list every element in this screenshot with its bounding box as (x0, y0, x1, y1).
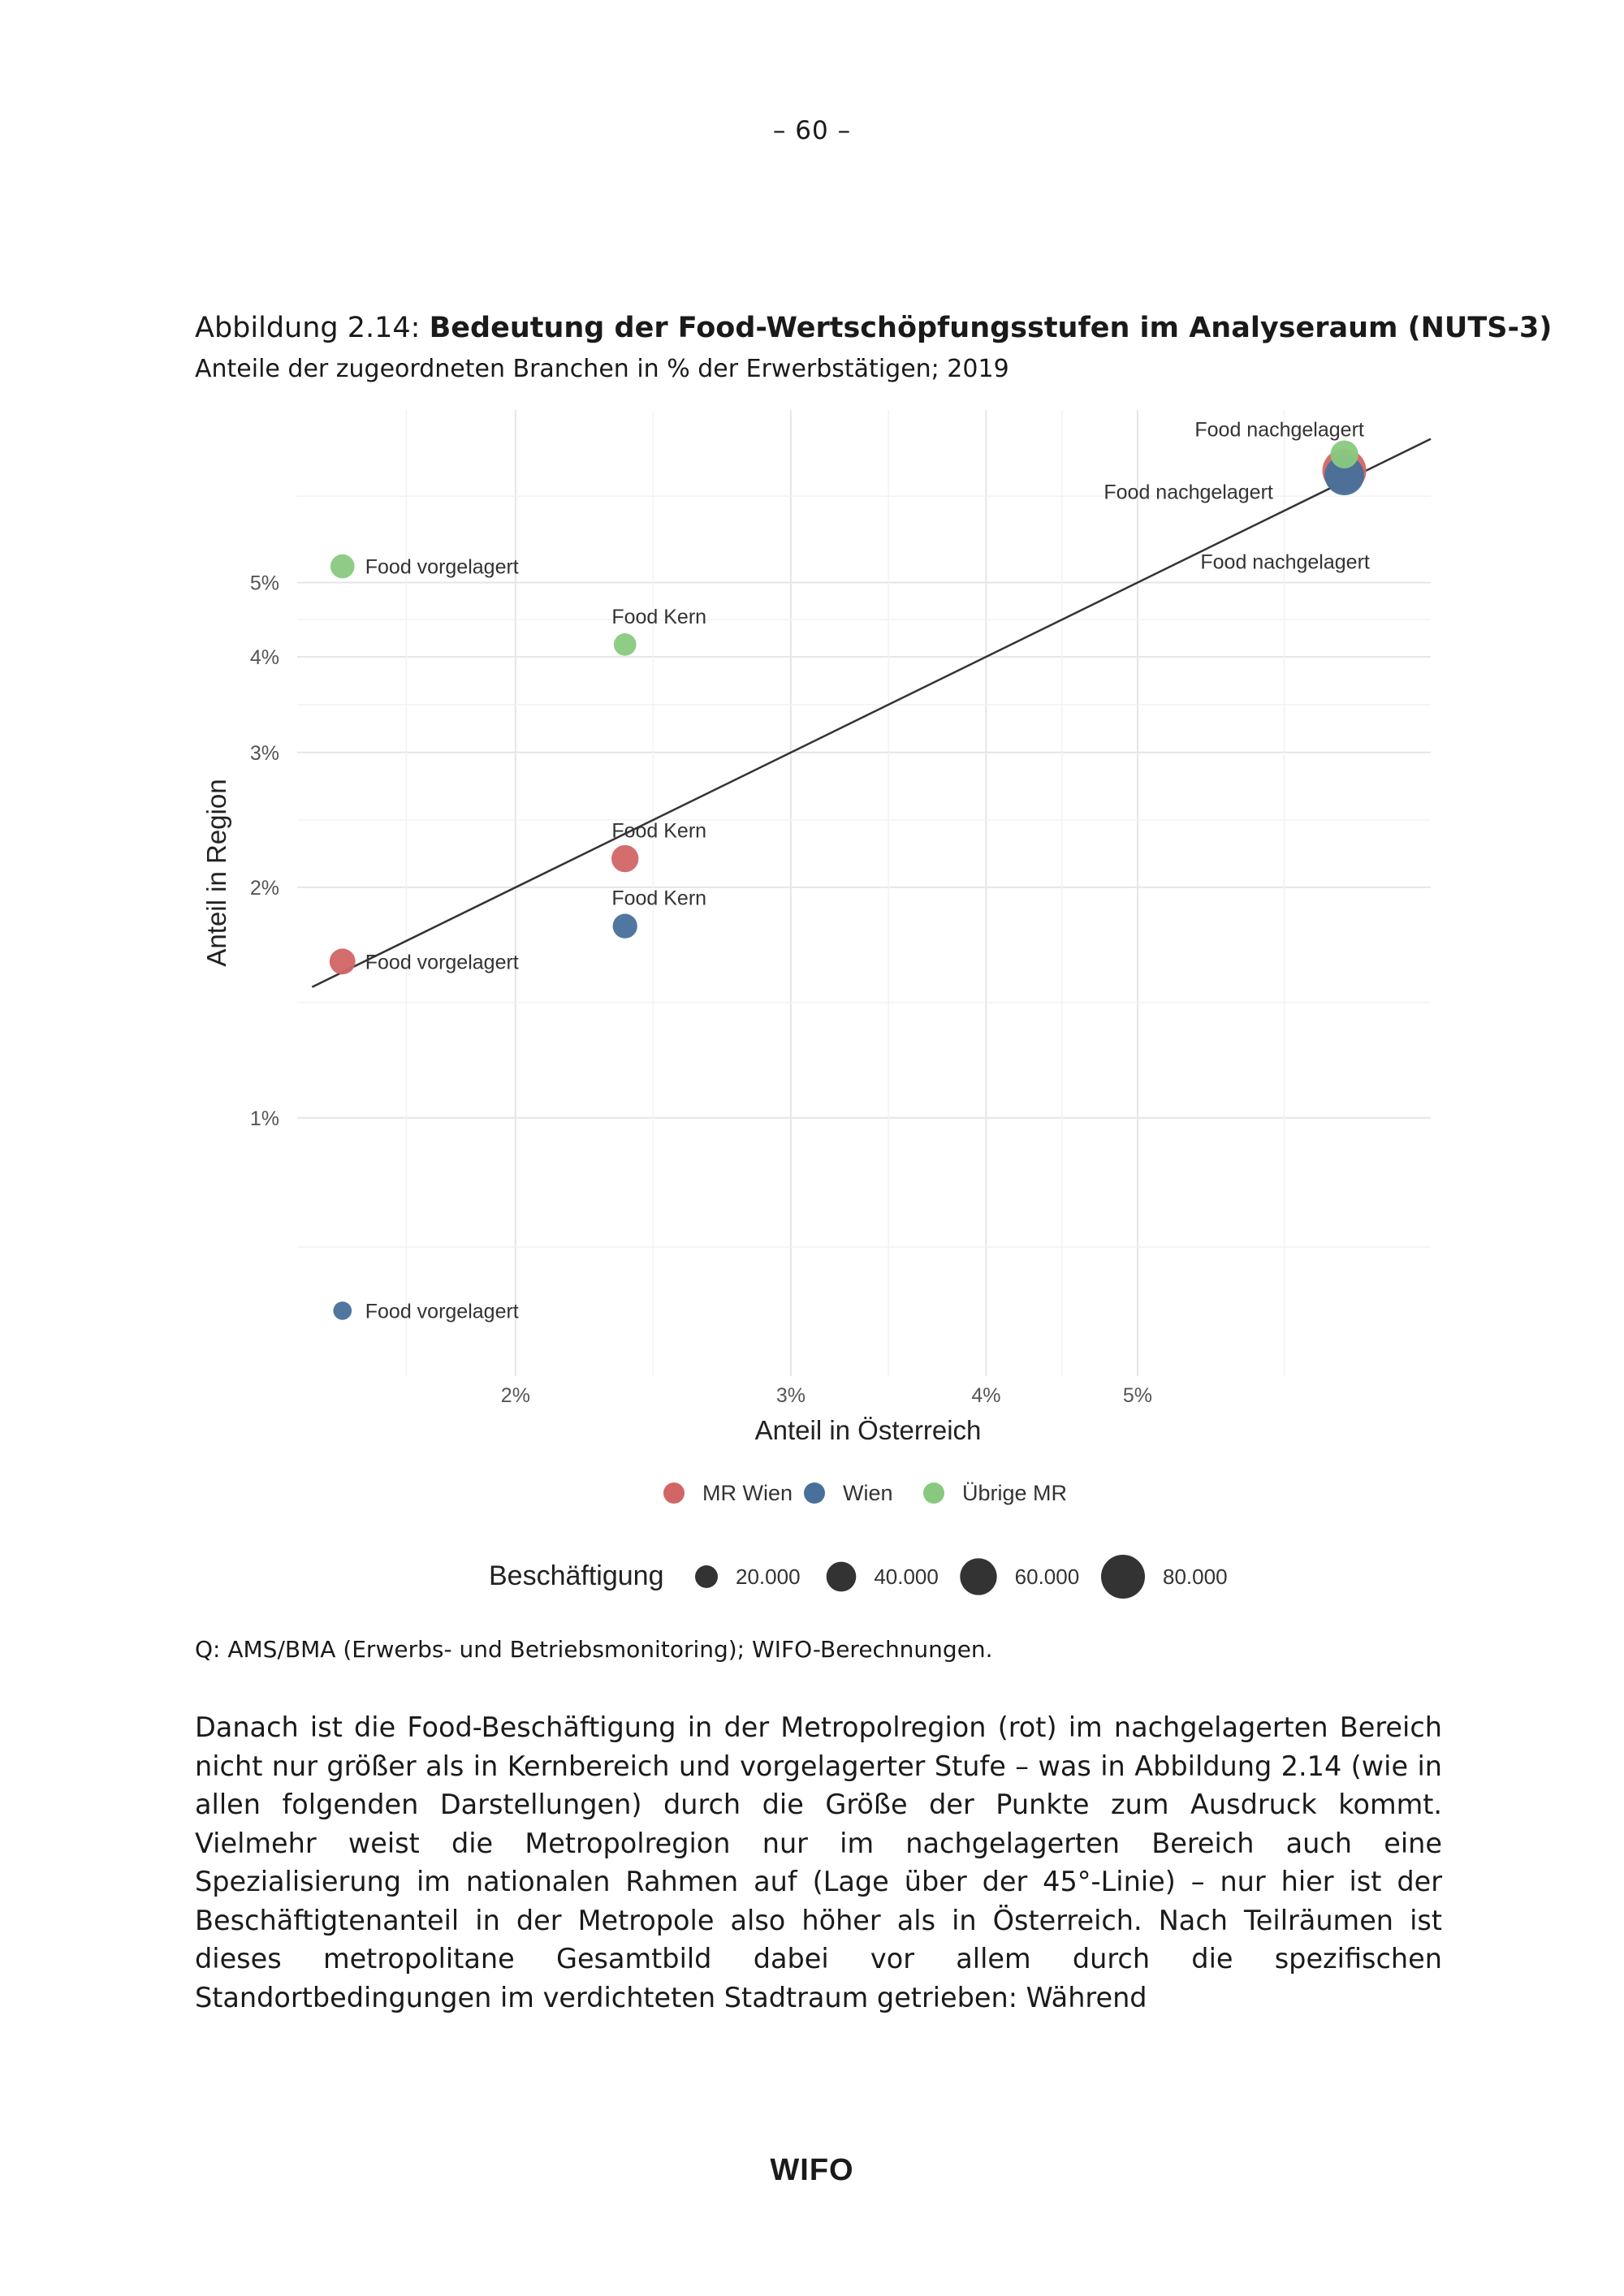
x-tick-label: 2% (500, 1384, 530, 1407)
point--brige-mr-food-nachgelagert (1330, 441, 1358, 468)
wifo-logo: WIFO (770, 2153, 854, 2187)
size-legend-circle (827, 1562, 857, 1592)
x-tick-label: 3% (775, 1384, 806, 1407)
legend-swatch (923, 1482, 944, 1504)
point-label: Food nachgelagert (1200, 550, 1370, 574)
point-label: Food Kern (611, 887, 707, 910)
point-label: Food vorgelagert (365, 555, 519, 579)
point-label: Food Kern (611, 819, 707, 843)
point-wien-food-kern (613, 914, 637, 939)
size-legend-label: 40.000 (874, 1564, 939, 1589)
reference-line-45deg (312, 439, 1431, 987)
x-axis-title: Anteil in Österreich (754, 1415, 982, 1445)
y-tick-label: 5% (249, 572, 279, 595)
point-label: Food Kern (611, 605, 707, 628)
legend-label: MR Wien (702, 1481, 793, 1505)
point-mr-wien-food-kern (611, 845, 638, 872)
caption-title: Bedeutung der Food-Wertschöpfungsstufen im Analyseraum (NUTS-3) (429, 312, 1553, 344)
figure-subcaption: Anteile der zugeordneten Branchen in % der Erwerbstätigen; 2019 (195, 355, 1009, 383)
size-legend-circle (695, 1565, 718, 1588)
size-legend-circle (1101, 1555, 1145, 1599)
legend-label: Wien (843, 1481, 893, 1505)
size-legend-label: 20.000 (736, 1564, 801, 1589)
size-legend-title: Beschäftigung (489, 1560, 664, 1591)
point-label: Food vorgelagert (365, 951, 519, 974)
legend-swatch (663, 1482, 685, 1504)
y-axis-title: Anteil in Region (201, 779, 231, 967)
legend-swatch (804, 1482, 825, 1504)
x-tick-label: 5% (1122, 1384, 1153, 1407)
body-paragraph: Danach ist die Food-Beschäftigung in der Metropolregion (rot) im nachgelagerten Bereich nicht nur größer als in Kernbereich und vorgelagerter Stufe – was in Abbildung 2.14 (wie in allen folgenden Darstellungen) durch die Größe der Punkte zum Ausdruck kommt. Vielmehr weist die Metropolregion nur im nachgelagerten Bereich auch eine Spezialisierung im nationalen Rahmen auf (Lage über der 45°-Linie) – nur hier ist der Beschäftigtenanteil in der Metropole also höher als in Österreich. Nach Teilräumen ist dieses metropolitane Gesamtbild dabei vor allem durch die spezifischen Standortbedingungen im verdichteten Stadtraum getrieben: Während (195, 1711, 1442, 2013)
point-label: Food nachgelagert (1194, 418, 1364, 442)
y-tick-label: 2% (249, 876, 279, 900)
size-legend (489, 1555, 1228, 1599)
point-mr-wien-food-vorgelagert (330, 948, 356, 974)
size-legend-label: 60.000 (1014, 1564, 1080, 1589)
point-label: Food vorgelagert (365, 1300, 519, 1323)
point--brige-mr-food-vorgelagert (330, 555, 355, 579)
y-tick-label: 3% (249, 741, 279, 765)
caption-prefix: Abbildung 2.14: (195, 312, 430, 344)
legend-label: Übrige MR (962, 1481, 1068, 1505)
figure-source: Q: AMS/BMA (Erwerbs- und Betriebsmonitoring); WIFO-Berechnungen. (195, 1636, 993, 1663)
size-legend-label: 80.000 (1163, 1564, 1228, 1589)
y-tick-label: 4% (249, 645, 279, 669)
point-label: Food nachgelagert (1104, 481, 1273, 504)
y-tick-label: 1% (249, 1107, 279, 1130)
point-wien-food-vorgelagert (333, 1301, 352, 1320)
point--brige-mr-food-kern (614, 633, 637, 656)
x-tick-label: 4% (971, 1384, 1001, 1407)
page-number: – 60 – (772, 116, 852, 145)
color-legend (663, 1481, 1067, 1505)
size-legend-circle (960, 1558, 996, 1595)
